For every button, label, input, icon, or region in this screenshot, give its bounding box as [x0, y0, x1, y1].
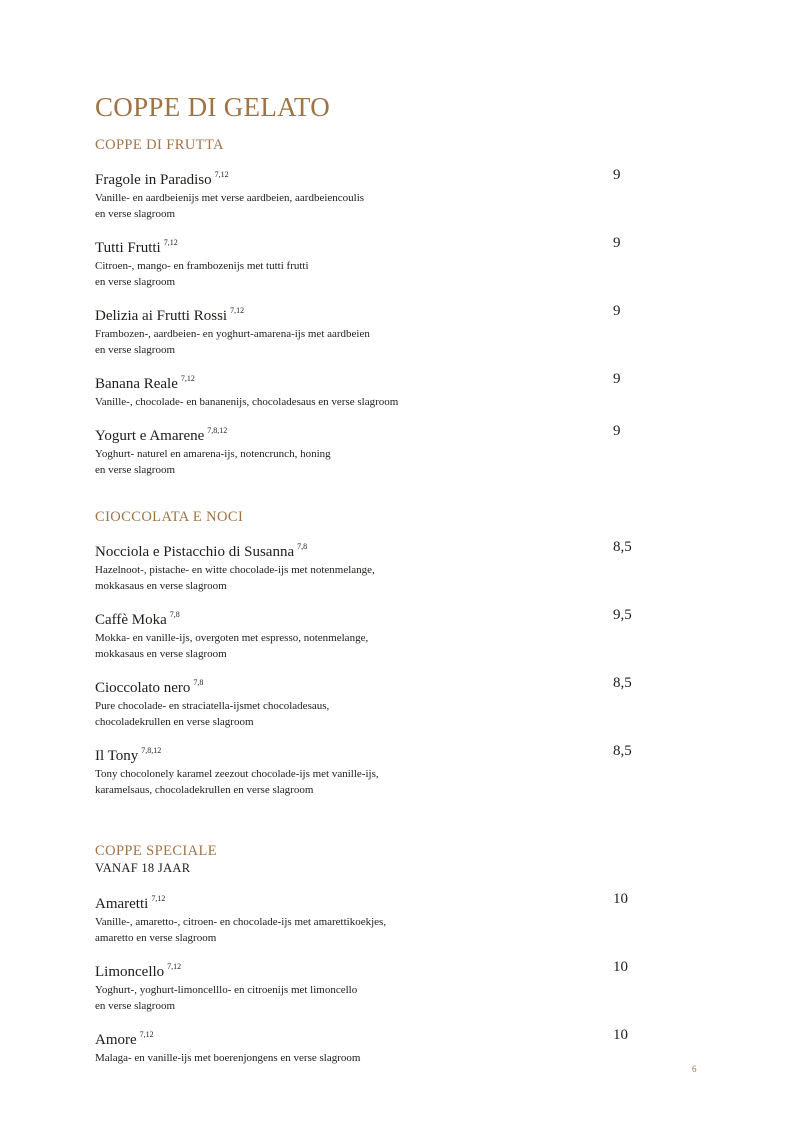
item-description: Yoghurt- naturel en amarena-ijs, notencrunch, honing en verse slagroom — [95, 448, 331, 476]
item-description: Vanille- en aardbeienijs met verse aardbeien, aardbeiencoulis en verse slagroom — [95, 192, 365, 220]
item-name: Amaretti — [95, 896, 149, 912]
menu-item — [95, 1026, 635, 1066]
item-description: Vanille-, chocolade- en bananenijs, chocoladesaus en verse slagroom — [95, 396, 399, 408]
menu-item — [95, 890, 635, 946]
page-number: 6 — [692, 1064, 697, 1074]
item-price: 10 — [613, 1027, 628, 1043]
menu-item — [95, 166, 635, 222]
item-allergens: 7,8 — [169, 610, 180, 619]
item-name: Nocciola e Pistacchio di Susanna — [95, 544, 295, 560]
item-description: Vanille-, amaretto-, citroen- en chocolade-ijs met amarettikoekjes, amaretto en verse slagroom — [95, 916, 387, 944]
item-allergens: 7,12 — [163, 238, 178, 247]
item-price: 8,5 — [613, 539, 632, 555]
item-name: Limoncello — [95, 964, 165, 980]
item-description: Malaga- en vanille-ijs met boerenjongens en verse slagroom — [95, 1052, 361, 1064]
item-name: Amore — [95, 1032, 137, 1048]
item-description: Tony chocolonely karamel zeezout chocolade-ijs met vanille-ijs, karamelsaus, chocoladekrullen en verse slagroom — [95, 768, 379, 796]
item-name: Delizia ai Frutti Rossi — [95, 308, 228, 324]
item-price: 8,5 — [613, 743, 632, 759]
item-name: Caffè Moka — [95, 612, 167, 628]
item-description: Citroen-, mango- en frambozenijs met tutti frutti en verse slagroom — [95, 260, 309, 288]
item-allergens: 7,12 — [180, 374, 195, 383]
item-name: Tutti Frutti — [95, 240, 161, 256]
item-allergens: 7,8,12 — [141, 746, 162, 755]
menu-page — [95, 90, 635, 1066]
menu-item — [95, 370, 635, 410]
page-title: COPPE DI GELATO — [95, 92, 331, 122]
item-price: 9,5 — [613, 607, 632, 623]
item-price: 10 — [613, 891, 628, 907]
menu-item — [95, 234, 635, 290]
item-allergens: 7,12 — [151, 894, 166, 903]
item-price: 9 — [613, 371, 621, 387]
item-description: Yoghurt-, yoghurt-limoncelllo- en citroenijs met limoncello en verse slagroom — [95, 984, 358, 1012]
item-description: Pure chocolade- en straciatella-ijsmet chocoladesaus, chocoladekrullen en verse slagroom — [95, 700, 330, 728]
item-description: Frambozen-, aardbeien- en yoghurt-amarena-ijs met aardbeien en verse slagroom — [95, 328, 370, 356]
item-allergens: 7,12 — [230, 306, 245, 315]
item-allergens: 7,8,12 — [207, 426, 228, 435]
section-coppe-di-frutta — [95, 136, 635, 478]
section-title: COPPE SPECIALE — [95, 843, 218, 859]
section-coppe-speciale — [95, 842, 635, 1066]
section-title: CIOCCOLATA E NOCI — [95, 509, 244, 525]
section-title: COPPE DI FRUTTA — [95, 137, 224, 153]
item-price: 9 — [613, 235, 621, 251]
item-allergens: 7,12 — [139, 1030, 154, 1039]
item-name: Yogurt e Amarene — [95, 428, 205, 444]
item-description: Hazelnoot-, pistache- en witte chocolade-ijs met notenmelange, mokkasaus en verse slagroom — [95, 564, 375, 592]
menu-item — [95, 422, 635, 478]
menu-item — [95, 302, 635, 358]
item-price: 8,5 — [613, 675, 632, 691]
item-price: 9 — [613, 303, 621, 319]
item-price: 9 — [613, 423, 621, 439]
section-subtitle: VANAF 18 JAAR — [95, 861, 191, 875]
item-name: Il Tony — [95, 748, 139, 764]
item-name: Cioccolato nero — [95, 680, 191, 696]
item-name: Fragole in Paradiso — [95, 172, 212, 188]
item-allergens: 7,8 — [193, 678, 204, 687]
item-allergens: 7,8 — [297, 542, 308, 551]
item-allergens: 7,12 — [214, 170, 229, 179]
item-description: Mokka- en vanille-ijs, overgoten met espresso, notenmelange, mokkasaus en verse slagroom — [95, 632, 369, 660]
section-cioccolata-e-noci — [95, 508, 635, 798]
item-price: 9 — [613, 167, 621, 183]
item-price: 10 — [613, 959, 628, 975]
menu-item — [95, 606, 635, 662]
menu-item — [95, 538, 635, 594]
menu-item — [95, 674, 635, 730]
item-allergens: 7,12 — [167, 962, 182, 971]
item-name: Banana Reale — [95, 376, 178, 392]
menu-item — [95, 742, 635, 798]
menu-item — [95, 958, 635, 1014]
